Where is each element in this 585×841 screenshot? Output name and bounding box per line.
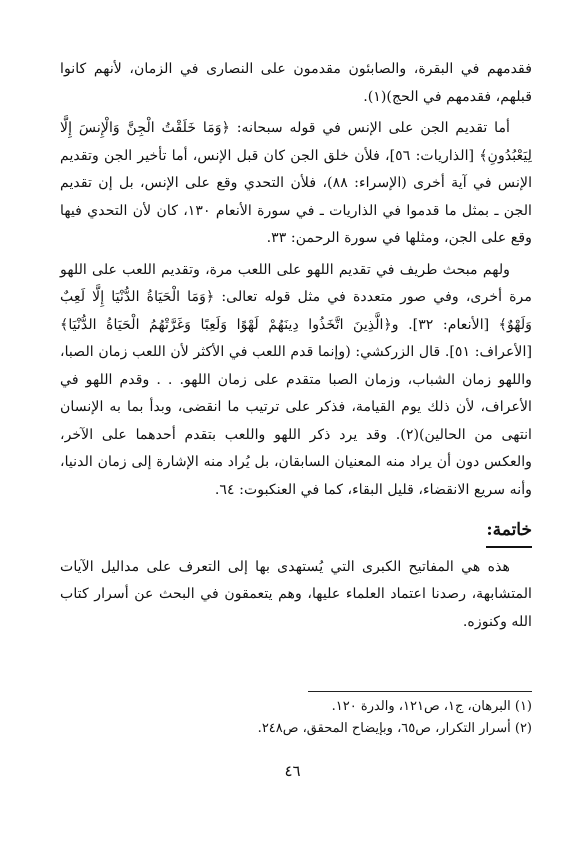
paragraph-1: فقدمهم في البقرة، والصابئون مقدمون على النصارى في الزمان، لأنهم كانوا قبلهم، فقدمهم في الحج)(١). xyxy=(60,61,532,105)
footnote-1: (١) البرهان، ج١، ص١٢١، والدرة ١٢٠. xyxy=(331,699,532,714)
conclusion-section xyxy=(60,504,532,636)
footnotes xyxy=(60,696,532,740)
footnote-2: (٢) أسرار التكرار، ص٦٥، وبإيضاح المحقق، ص٢٤٨. xyxy=(257,721,532,736)
conclusion-text: هذه هي المفاتيح الكبرى التي يُستهدى بها إلى التعرف على مداليل الآيات المتشابهة، رصدنا اعتماد العلماء عليها، وهم يتعمقون في البحث عن أسرار كتاب الله وكنوزه. xyxy=(60,558,532,630)
page-body xyxy=(60,56,532,636)
paragraph-2: أما تقديم الجن على الإنس في قوله سبحانه: ﴿وَمَا خَلَقْتُ الْجِنَّ وَالْإِنسَ إِلَّا لِيَعْبُدُونِ﴾ [الذاريات: ٥٦]، فلأن خلق الجن كان قبل الإنس، أما تأخير الجن وتقديم الإنس في آية أخرى (الإسراء: ٨٨)، فلأن التحدي وقع على الإنس، بل إن تقديم الجن ـ بمثل ما قدموا في الذاريات ـ في سورة الأنعام ١٣٠، كان لأن التحدي فيها وقع على الجن، ومثلها في سورة الرحمن: ٣٣. xyxy=(60,120,533,246)
page-number: ٤٦ xyxy=(284,762,301,780)
conclusion-heading: خاتمة: xyxy=(486,517,532,548)
paragraph-3: ولهم مبحث طريف في تقديم اللهو على اللعب مرة، وتقديم اللعب على اللهو مرة أخرى، وفي صور متعددة في مثل قوله تعالى: ﴿وَمَا الْحَيَاةُ الدُّنْيَا إِلَّا لَعِبٌ وَلَهْوٌ﴾ [الأنعام: ٣٢]. و﴿الَّذِينَ اتَّخَذُوا دِينَهُمْ لَهْوًا وَلَعِبًا وَغَرَّتْهُمُ الْحَيَاةُ الدُّنْيَا﴾ [الأعراف: ٥١]. قال الزركشي: (وإنما قدم اللعب في الأكثر لأن اللعب زمان الصبا، واللهو زمان الشباب، وزمان الصبا متقدم على زمان اللهو. . . وقدم اللهو في الأعراف، لأن ذلك يوم القيامة، فذكر على ترتيب ما انقضى، وبدأ بما به الإنسان انتهى من الحالين)(٢). وقد يرد ذكر اللهو واللعب بتقدم أحدهما على الآخر، والعكس دون أن يراد منه المعنيان السابقان، بل يُراد منه الإشارة إلى زمان الدنيا، وأنه سريع الانقضاء، قليل البقاء، كما في العنكبوت: ٦٤. xyxy=(60,261,533,498)
footnote-separator xyxy=(308,691,532,692)
